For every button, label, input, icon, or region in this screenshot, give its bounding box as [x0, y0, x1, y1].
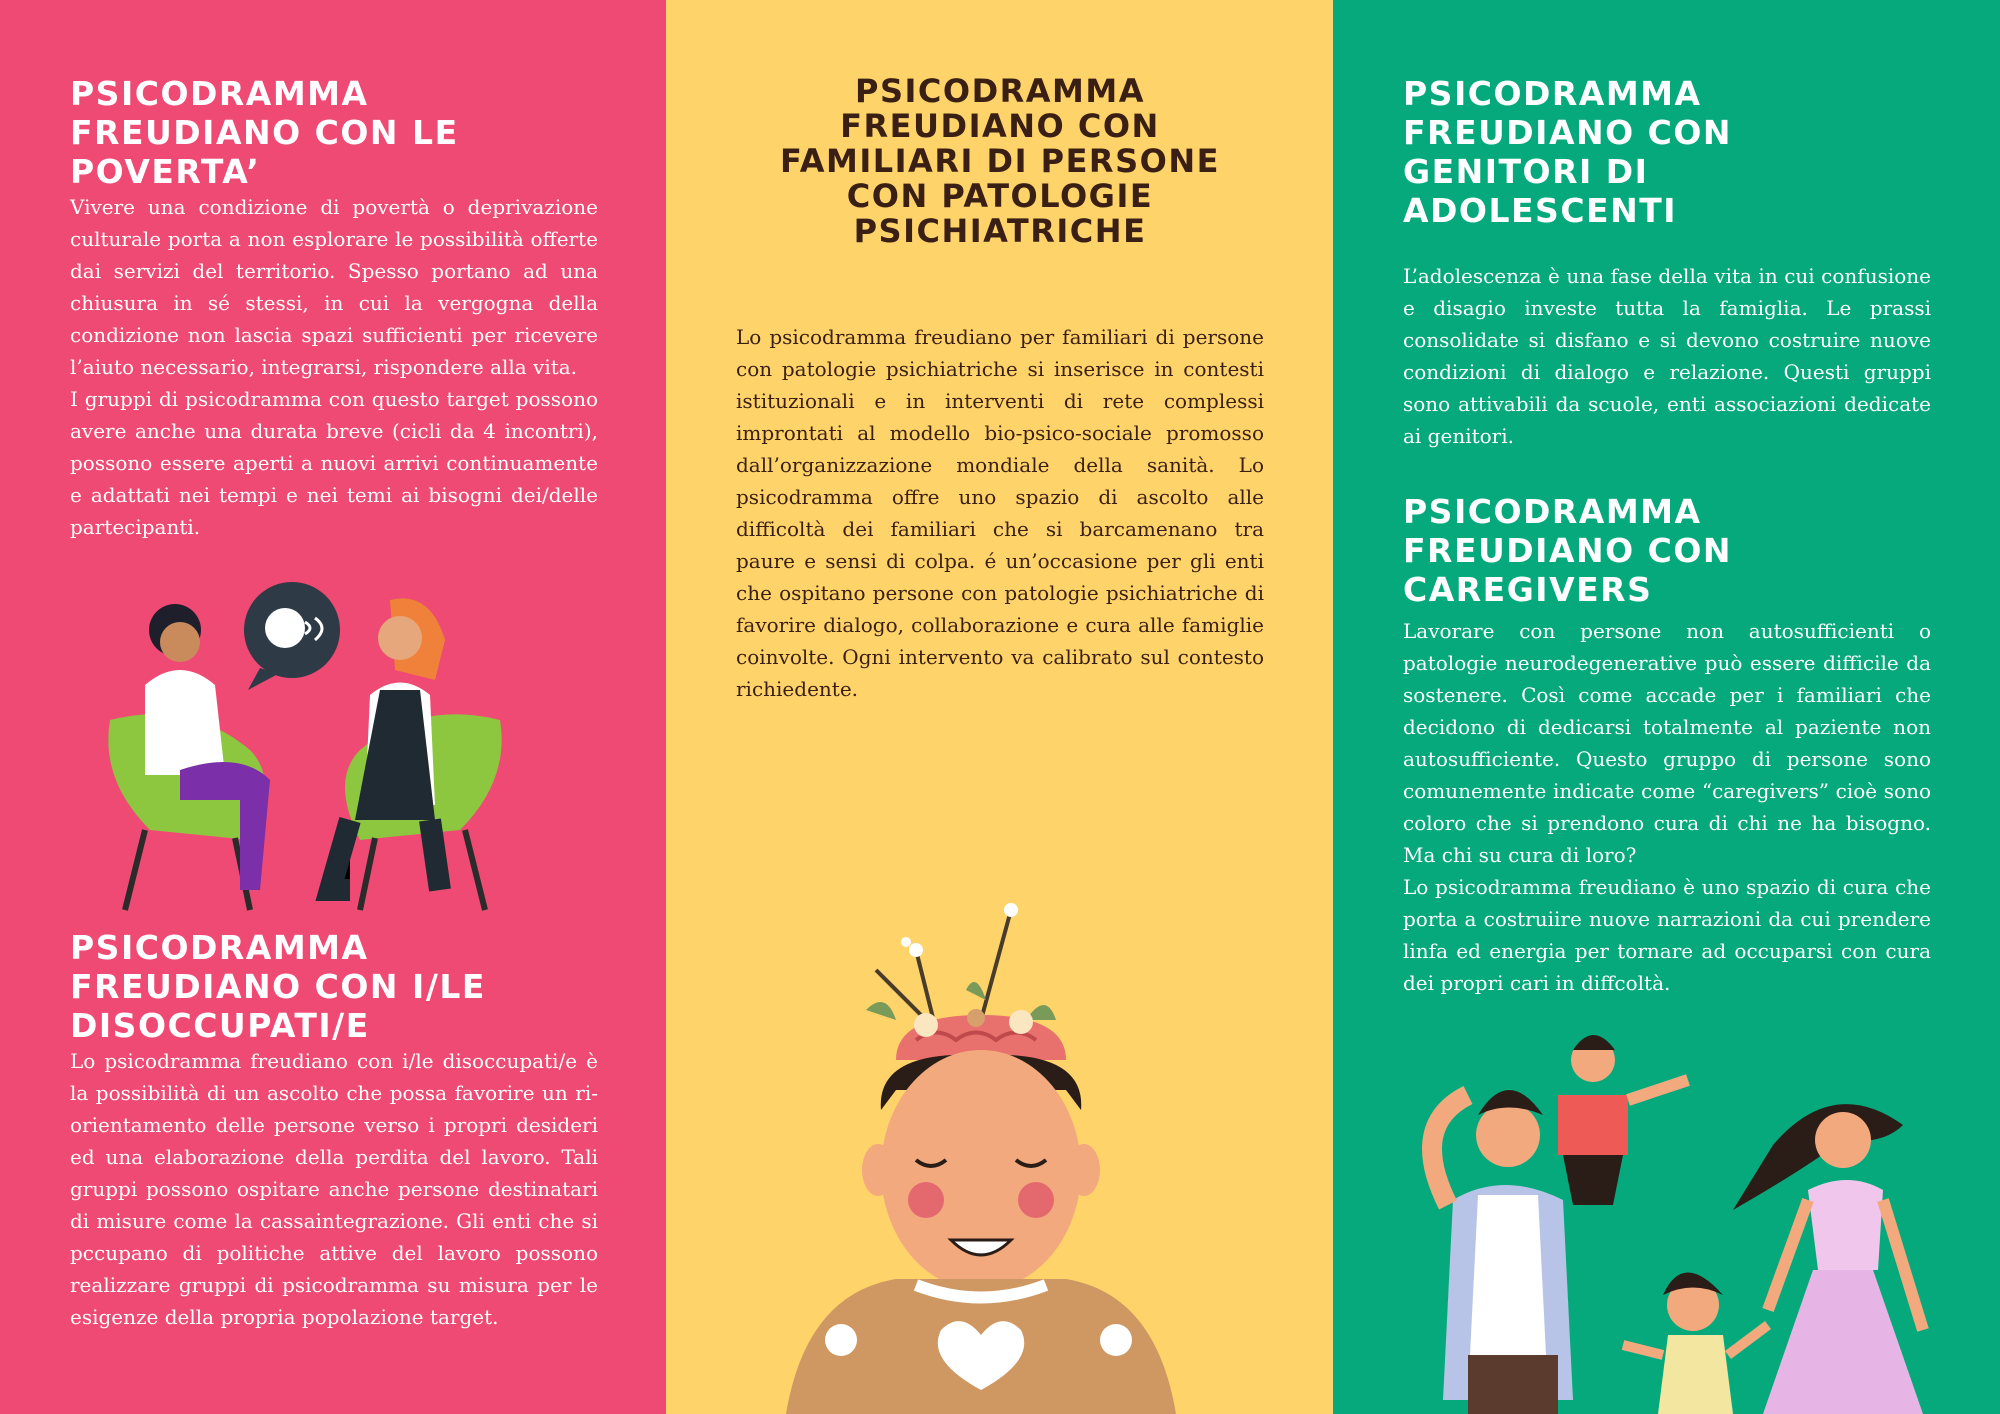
families-heading: PSICODRAMMA FREUDIANO CON FAMILIARI DI PERSONE CON PATOLOGIE PSICHIATRICHE: [780, 72, 1220, 250]
poverty-section: [70, 74, 598, 543]
caregivers-heading: PSICODRAMMA FREUDIANO CON CAREGIVERS: [1403, 492, 1733, 609]
parents-heading: PSICODRAMMA FREUDIANO CON GENITORI DI ADOLESCENTI: [1403, 74, 1733, 230]
family-illustration: [1393, 1025, 1973, 1414]
poverty-body: Vivere una condizione di povertà o deprivazione culturale porta a non esplorare le possibilità offerte dai servizi del territorio. Spesso portano ad una chiusura in sé stessi, in cui la vergogna della condizione non lascia spazi sufficienti per ricevere l’aiuto necessario, integrarsi, rispondere alla vita. I gruppi di psicodramma con questo target possono avere anche una durata breve (cicli da 4 incontri), possono essere aperti a nuovi arrivi continuamente e adattati nei tempi e nei temi ai bisogni dei/delle partecipanti.: [70, 195, 598, 539]
unemployed-section: [70, 928, 598, 1333]
families-section: [736, 74, 1264, 705]
right-panel: [1333, 0, 2000, 1414]
left-panel: [0, 0, 666, 1414]
parents-section: [1403, 74, 1931, 452]
families-body: Lo psicodramma freudiano per familiari di persone con patologie psichiatriche si inserisce in contesti istituzionali e in interventi di rete complessi improntati al modello bio-psico-sociale promosso dall’organizzazione mondiale della sanità. Lo psicodramma offre uno spazio di ascolto alle difficoltà dei familiari che si barcamenano tra paure e sensi di colpa. é un’occasione per gli enti che ospitano persone con patologie psichiatriche di favorire dialogo, collaborazione e cura alle famiglie coinvolte. Ogni intervento va calibrato sul contesto richiedente.: [736, 325, 1264, 701]
man-with-flowers-illustration: [766, 870, 1186, 1414]
therapy-session-illustration: [100, 580, 510, 920]
caregivers-body: Lavorare con persone non autosufficienti o patologie neurodegenerative può essere difficile da sostenere. Così come accade per i familiari che decidono di dedicarsi totalmente al paziente non autosufficiente. Questo gruppo di persone sono comunemente indicate come “caregivers” cioè sono coloro che si prendono cura di chi ne ha bisogno. Ma chi su cura di loro? Lo psicodramma freudiano è uno spazio di cura che porta a costruiire nuove narrazioni da cui prendere linfa ed energia per tornare ad occuparsi con cura dei propri cari in diffcoltà.: [1403, 619, 1931, 995]
unemployed-heading: PSICODRAMMA FREUDIANO CON I/LE DISOCCUPATI/E: [70, 928, 486, 1045]
middle-panel: [666, 0, 1333, 1414]
caregivers-section: [1403, 492, 1931, 999]
parents-body: L’adolescenza è una fase della vita in cui confusione e disagio investe tutta la famiglia. Le prassi consolidate si disfano e si devono costruire nuove condizioni di dialogo e relazione. Questi gruppi sono attivabili da scuole, enti associazioni dedicate ai genitori.: [1403, 264, 1931, 448]
unemployed-body: Lo psicodramma freudiano con i/le disoccupati/e è la possibilità di un ascolto che possa favorire un ri-orientamento delle persone verso i propri desideri ed una elaborazione della perdita del lavoro. Tali gruppi possono ospitare anche persone destinatari di misure come la cassaintegrazione. Gli enti che si pccupano di politiche attive del lavoro possono realizzare gruppi di psicodramma su misura per le esigenze della propria popolazione target.: [70, 1049, 598, 1329]
poverty-heading: PSICODRAMMA FREUDIANO CON LE POVERTA’: [70, 74, 459, 191]
